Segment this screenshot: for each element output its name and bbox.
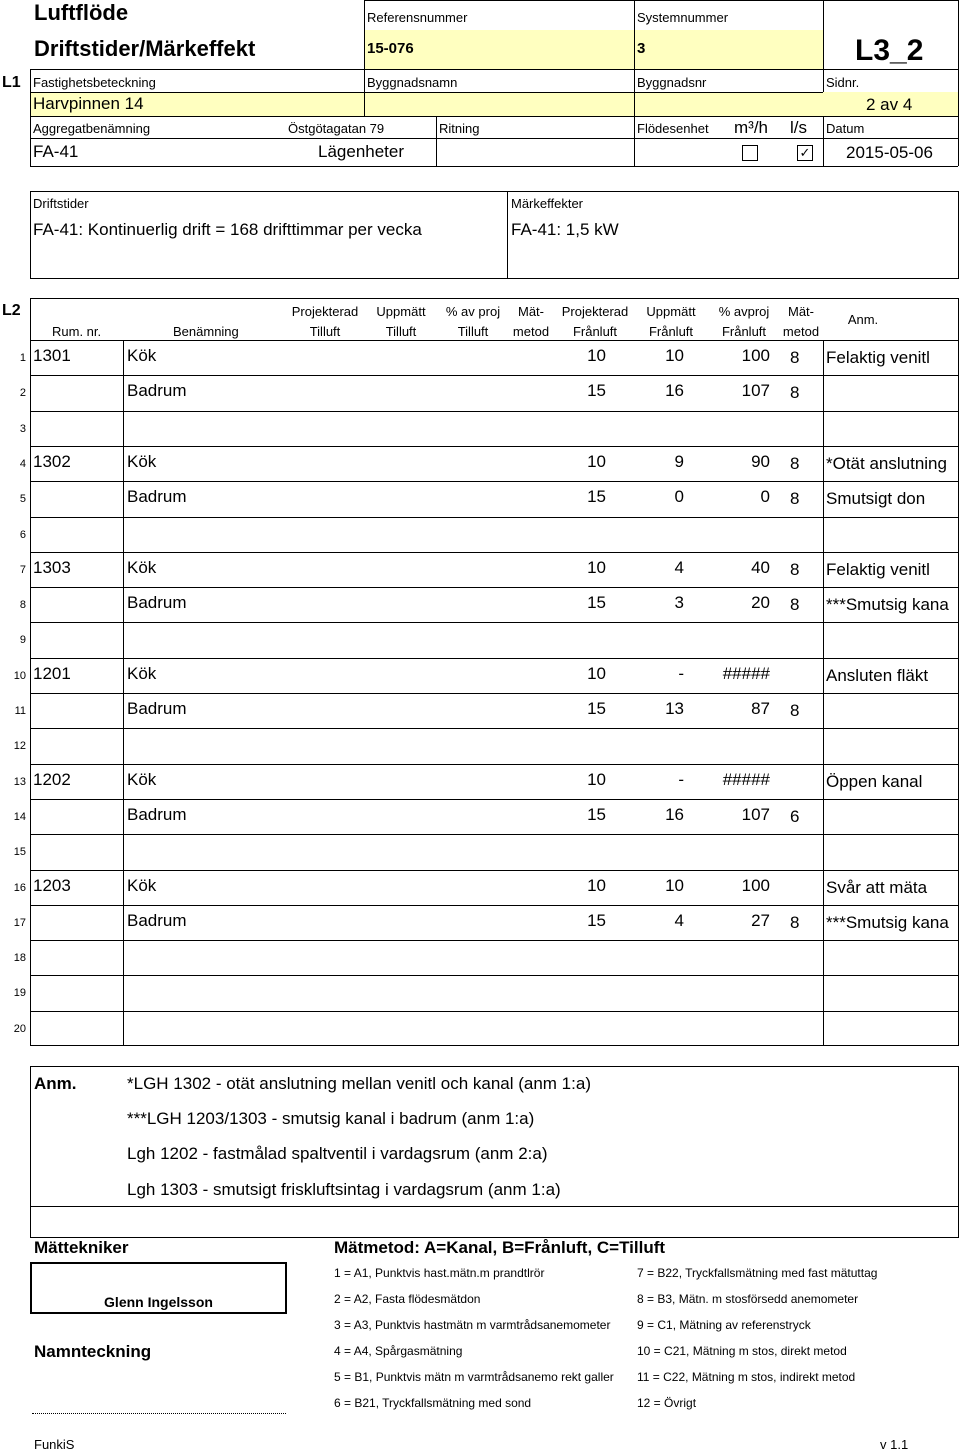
method-exhaust: 8 [790,595,800,614]
table-row [0,975,960,1010]
aggregate-value: FA-41 [33,142,79,161]
room-name: Badrum [127,805,187,824]
projected-exhaust: 10 [587,770,606,789]
l1-label: L1 [2,74,21,91]
drift-value: FA-41: Kontinuerlig drift = 168 drifttimmar per vecka [33,220,422,239]
percent-exhaust: 107 [741,381,770,400]
method-exhaust: 8 [790,560,800,579]
row-number: 19 [13,987,26,999]
header-pct-exhaust-1: % avproj [718,304,770,319]
header-proj-exhaust-2: Frånluft [572,324,618,339]
percent-exhaust: 87 [751,699,770,718]
brand: FunkiS [34,1437,75,1452]
row-number: 16 [13,882,26,894]
row-number: 5 [19,493,26,505]
header-meas-supply-2: Tilluft [385,324,417,339]
header-method-exhaust-1: Mät- [788,304,814,319]
technician-name: Glenn Ingelsson [104,1294,213,1310]
header-pct-supply-2: Tilluft [457,324,489,339]
table-row [0,552,960,587]
building-name-label: Byggnadsnamn [367,75,458,90]
method-exhaust: 8 [790,489,800,508]
unit-m3h: m³/h [734,118,768,137]
measured-exhaust: 10 [665,346,684,365]
projected-exhaust: 10 [587,346,606,365]
unit-ls-checkbox[interactable]: ✓ [797,145,813,161]
property-highlight [30,92,958,116]
header-name: Benämning [173,324,239,339]
property-label: Fastighetsbeteckning [33,75,156,90]
ref-value: 15-076 [367,40,414,57]
table-row [0,940,960,975]
room-name: Kök [127,346,157,365]
percent-exhaust: 0 [760,487,770,506]
ref-sys-highlight [364,30,823,69]
title-driftstider: Driftstider/Märkeffekt [34,36,256,61]
table-row [0,728,960,763]
method-exhaust: 8 [790,701,800,720]
row-number: 9 [19,634,26,646]
percent-exhaust: ##### [722,770,770,789]
room-name: Badrum [127,593,187,612]
row-number: 1 [19,352,26,364]
room-number: 1302 [33,452,71,471]
header-meas-exhaust-1: Uppmätt [646,304,696,319]
measured-exhaust: 9 [674,452,684,471]
row-number: 3 [19,423,26,435]
method-exhaust: 8 [790,913,800,932]
date-value: 2015-05-06 [846,143,933,162]
projected-exhaust: 10 [587,876,606,895]
row-note: ***Smutsig kana [826,913,949,932]
row-note: ***Smutsig kana [826,595,949,614]
property-value: Harvpinnen 14 [33,94,144,113]
header-meas-exhaust-2: Frånluft [648,324,694,339]
row-number: 8 [19,599,26,611]
method-exhaust: 8 [790,348,800,367]
version: v 1.1 [880,1437,909,1452]
header-notes: Anm. [847,312,879,327]
method-item: 4 = A4, Spårgasmätning [334,1344,463,1358]
row-note: Öppen kanal [826,772,923,791]
signature-line [32,1413,286,1414]
header-pct-supply-1: % av proj [445,304,501,319]
measured-exhaust: 13 [665,699,684,718]
row-number: 11 [14,705,26,717]
unit-ls: l/s [790,118,807,137]
room-name: Badrum [127,487,187,506]
table-row [0,517,960,552]
method-title: Mätmetod: A=Kanal, B=Frånluft, C=Tilluft [334,1238,666,1257]
table-row [0,905,960,940]
method-exhaust: 8 [790,383,800,402]
method-item: 9 = C1, Mätning av referenstryck [637,1318,811,1332]
header-pct-exhaust-2: Frånluft [721,324,767,339]
method-item: 10 = C21, Mätning m stos, direkt metod [637,1344,847,1358]
note-line-3: Lgh 1202 - fastmålad spaltventil i vardagsrum (anm 2:a) [127,1144,548,1163]
table-row [0,340,960,375]
l2-label: L2 [2,302,21,319]
projected-exhaust: 10 [587,452,606,471]
measured-exhaust: 4 [674,558,684,577]
table-row [0,411,960,446]
drawing-label: Ritning [439,121,480,136]
header-proj-supply-2: Tilluft [309,324,341,339]
header-method-supply-1: Mät- [518,304,544,319]
row-number: 10 [13,670,26,682]
percent-exhaust: ##### [722,664,770,683]
signature-label: Namnteckning [34,1342,152,1361]
room-name: Badrum [127,911,187,930]
row-number: 17 [13,917,26,929]
projected-exhaust: 15 [587,593,606,612]
projected-exhaust: 15 [587,487,606,506]
room-name: Kök [127,664,157,683]
percent-exhaust: 100 [741,346,770,365]
table-row [0,799,960,834]
apartments-label: Lägenheter [318,142,405,161]
row-number: 7 [19,564,26,576]
row-number: 13 [13,776,26,788]
table-row [0,870,960,905]
table-row [0,587,960,622]
row-note: Smutsigt don [826,489,926,508]
projected-exhaust: 15 [587,381,606,400]
room-name: Kök [127,558,157,577]
row-note: Svår att mäta [826,878,928,897]
percent-exhaust: 100 [741,876,770,895]
projected-exhaust: 15 [587,911,606,930]
method-exhaust: 6 [790,807,800,826]
method-item: 7 = B22, Tryckfallsmätning med fast mätuttag [637,1266,878,1280]
header-room: Rum. nr. [52,324,102,339]
ref-label: Referensnummer [367,10,468,25]
room-number: 1301 [33,346,71,365]
mark-value: FA-41: 1,5 kW [511,220,619,239]
row-number: 12 [13,740,26,752]
table-row [0,622,960,657]
note-line-2: ***LGH 1203/1303 - smutsig kanal i badrum (anm 1:a) [127,1109,535,1128]
table-row [0,658,960,693]
row-number: 4 [19,458,26,470]
header-method-supply-2: metod [512,324,550,339]
measured-exhaust: 10 [665,876,684,895]
note-line-1: *LGH 1302 - otät anslutning mellan venitl och kanal (anm 1:a) [127,1074,591,1093]
header-method-exhaust-2: metod [782,324,820,339]
projected-exhaust: 15 [587,699,606,718]
address: Östgötagatan 79 [288,121,385,136]
method-item: 8 = B3, Mätn. m stosförsedd anemometer [637,1292,859,1306]
page-value: 2 av 4 [866,95,913,114]
mark-label: Märkeffekter [511,196,584,211]
table-row [0,1011,960,1046]
unit-label: Flödesenhet [637,121,709,136]
row-note: Felaktig venitl [826,348,930,367]
table-row [0,693,960,728]
method-item: 6 = B21, Tryckfallsmätning med sond [334,1396,532,1410]
measured-exhaust: 3 [674,593,684,612]
room-number: 1202 [33,770,71,789]
row-number: 14 [13,811,26,823]
room-name: Kök [127,876,157,895]
table-row [0,446,960,481]
header-proj-exhaust-1: Projekterad [561,304,629,319]
sys-value: 3 [637,40,646,57]
row-number: 6 [19,529,26,541]
aggregate-label: Aggregatbenämning [33,121,151,136]
measured-exhaust: 16 [665,381,684,400]
row-note: Felaktig venitl [826,560,930,579]
measured-exhaust: 0 [674,487,684,506]
percent-exhaust: 27 [751,911,770,930]
method-item: 5 = B1, Punktvis mätn m varmtrådsanemo rekt galler [334,1370,614,1384]
header-proj-supply-1: Projekterad [291,304,359,319]
notes-label: Anm. [34,1074,77,1093]
sys-label: Systemnummer [637,10,729,25]
projected-exhaust: 10 [587,664,606,683]
building-nr-label: Byggnadsnr [637,75,707,90]
method-item: 12 = Övrigt [637,1396,697,1410]
method-item: 3 = A3, Punktvis hastmätn m varmtrådsanemometer [334,1318,611,1332]
row-number: 15 [13,846,26,858]
header-meas-supply-1: Uppmätt [376,304,426,319]
method-item: 11 = C22, Mätning m stos, indirekt metod [637,1370,856,1384]
method-item: 2 = A2, Fasta flödesmätdon [334,1292,481,1306]
table-row [0,375,960,410]
row-note: *Otät anslutning [826,454,947,473]
room-name: Badrum [127,699,187,718]
percent-exhaust: 20 [751,593,770,612]
table-row [0,481,960,516]
page-code: L3_2 [855,34,924,67]
date-label: Datum [826,121,865,136]
room-name: Kök [127,770,157,789]
table-row [0,834,960,869]
row-number: 18 [13,952,26,964]
method-item: 1 = A1, Punktvis hast.mätn.m prandtlrör [334,1266,545,1280]
room-name: Kök [127,452,157,471]
projected-exhaust: 10 [587,558,606,577]
table-row [0,764,960,799]
row-number: 2 [19,387,26,399]
row-number: 20 [13,1023,26,1035]
method-exhaust: 8 [790,454,800,473]
technician-label: Mättekniker [34,1238,129,1257]
measured-exhaust: - [678,770,684,789]
measured-exhaust: 16 [665,805,684,824]
measured-exhaust: 4 [674,911,684,930]
room-number: 1303 [33,558,71,577]
percent-exhaust: 40 [751,558,770,577]
drift-label: Driftstider [33,196,89,211]
percent-exhaust: 90 [751,452,770,471]
row-note: Ansluten fläkt [826,666,929,685]
measured-exhaust: - [678,664,684,683]
room-number: 1203 [33,876,71,895]
title-luftflode: Luftflöde [34,0,129,25]
unit-m3h-checkbox[interactable] [742,145,758,161]
room-number: 1201 [33,664,71,683]
projected-exhaust: 15 [587,805,606,824]
page-label: Sidnr. [826,75,860,90]
room-name: Badrum [127,381,187,400]
note-line-4: Lgh 1303 - smutsigt friskluftsintag i vardagsrum (anm 1:a) [127,1180,561,1199]
percent-exhaust: 107 [741,805,770,824]
